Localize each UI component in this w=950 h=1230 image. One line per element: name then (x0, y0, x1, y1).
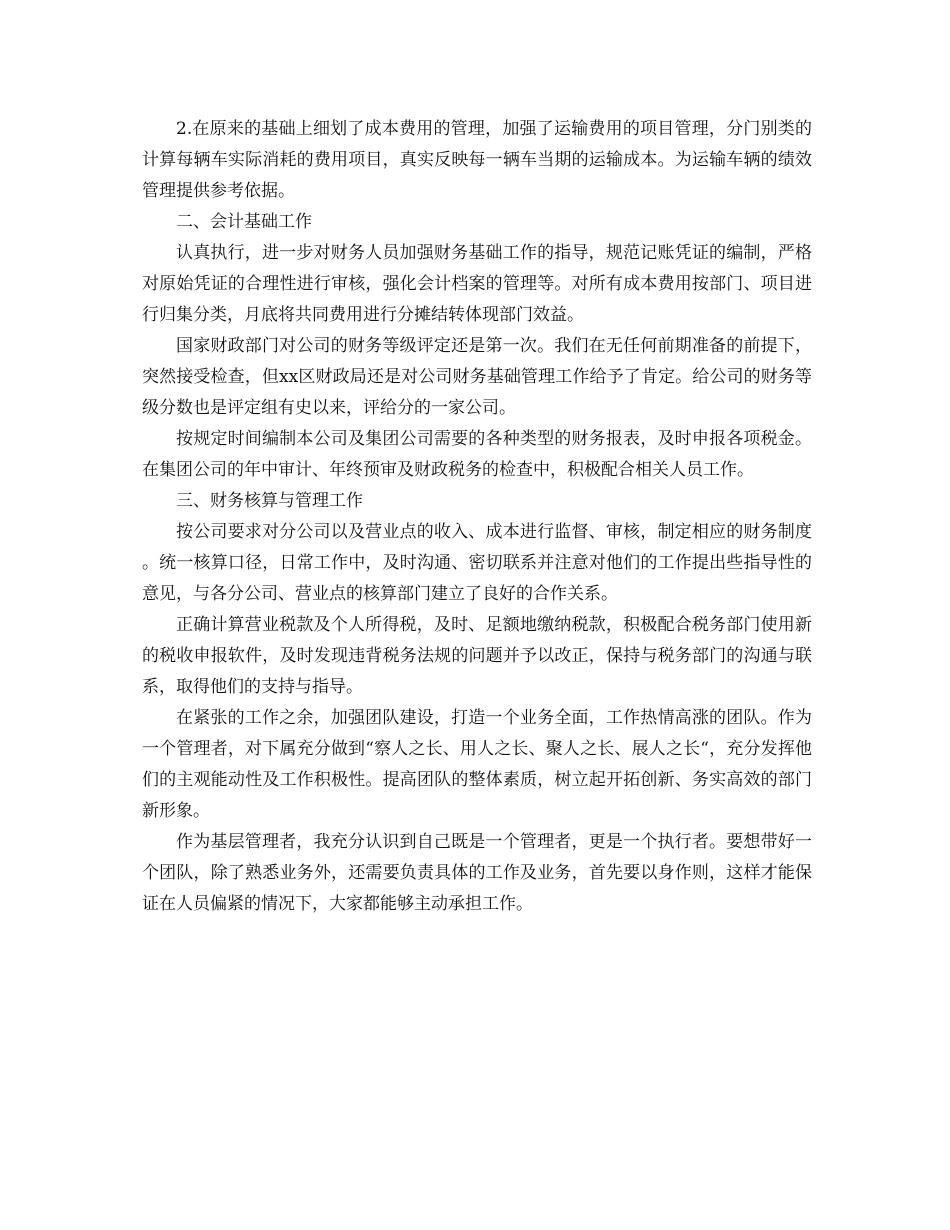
heading-accounting-management: 三、财务核算与管理工作 (176, 491, 363, 511)
paragraph-branch-supervision: 按公司要求对分公司以及营业点的收入、成本进行监督、审核，制定相应的财务制度。统一核算口径，日常工作中，及时沟通、密切联系并注意对他们的工作提出些指导性的意见，与各分公司、营业点的核算部门建立了良好的合作关系。 (142, 522, 812, 604)
paragraph-cost-management: 2.在原来的基础上细划了成本费用的管理，加强了运输费用的项目管理，分门别类的计算每辆车实际消耗的费用项目，真实反映每一辆车当期的运输成本。为运输车辆的绩效管理提供参考依据。 (142, 119, 812, 201)
document-page (142, 114, 812, 920)
paragraph-leadership: 作为基层管理者，我充分认识到自己既是一个管理者，更是一个执行者。要想带好一个团队，除了熟悉业务外，还需要负责具体的工作及业务，首先要以身作则，这样才能保证在人员偏紧的情况下，大家都能够主动承担工作。 (142, 832, 812, 914)
paragraph-tax-payment: 正确计算营业税款及个人所得税，及时、足额地缴纳税款，积极配合税务部门使用新的税收申报软件，及时发现违背税务法规的问题并予以改正，保持与税务部门的沟通与联系，取得他们的支持与指导。 (142, 615, 812, 697)
paragraph-accounting-guidance: 认真执行，进一步对财务人员加强财务基础工作的指导，规范记账凭证的编制，严格对原始凭证的合理性进行审核，强化会计档案的管理等。对所有成本费用按部门、项目进行归集分类，月底将共同费用进行分摊结转体现部门效益。 (142, 243, 812, 325)
heading-accounting-basics: 二、会计基础工作 (176, 212, 312, 232)
paragraph-financial-reports: 按规定时间编制本公司及集团公司需要的各种类型的财务报表，及时申报各项税金。在集团公司的年中审计、年终预审及财政税务的检查中，积极配合相关人员工作。 (142, 429, 812, 480)
paragraph-team-building: 在紧张的工作之余，加强团队建设，打造一个业务全面，工作热情高涨的团队。作为一个管理者，对下属充分做到“察人之长、用人之长、聚人之长、展人之长“，充分发挥他们的主观能动性及工作积极性。提高团队的整体素质，树立起开拓创新、务实高效的部门新形象。 (142, 708, 812, 821)
paragraph-financial-rating: 国家财政部门对公司的财务等级评定还是第一次。我们在无任何前期准备的前提下，突然接受检查，但xx区财政局还是对公司财务基础管理工作给予了肯定。给公司的财务等级分数也是评定组有史以来，评给分的一家公司。 (142, 336, 812, 418)
